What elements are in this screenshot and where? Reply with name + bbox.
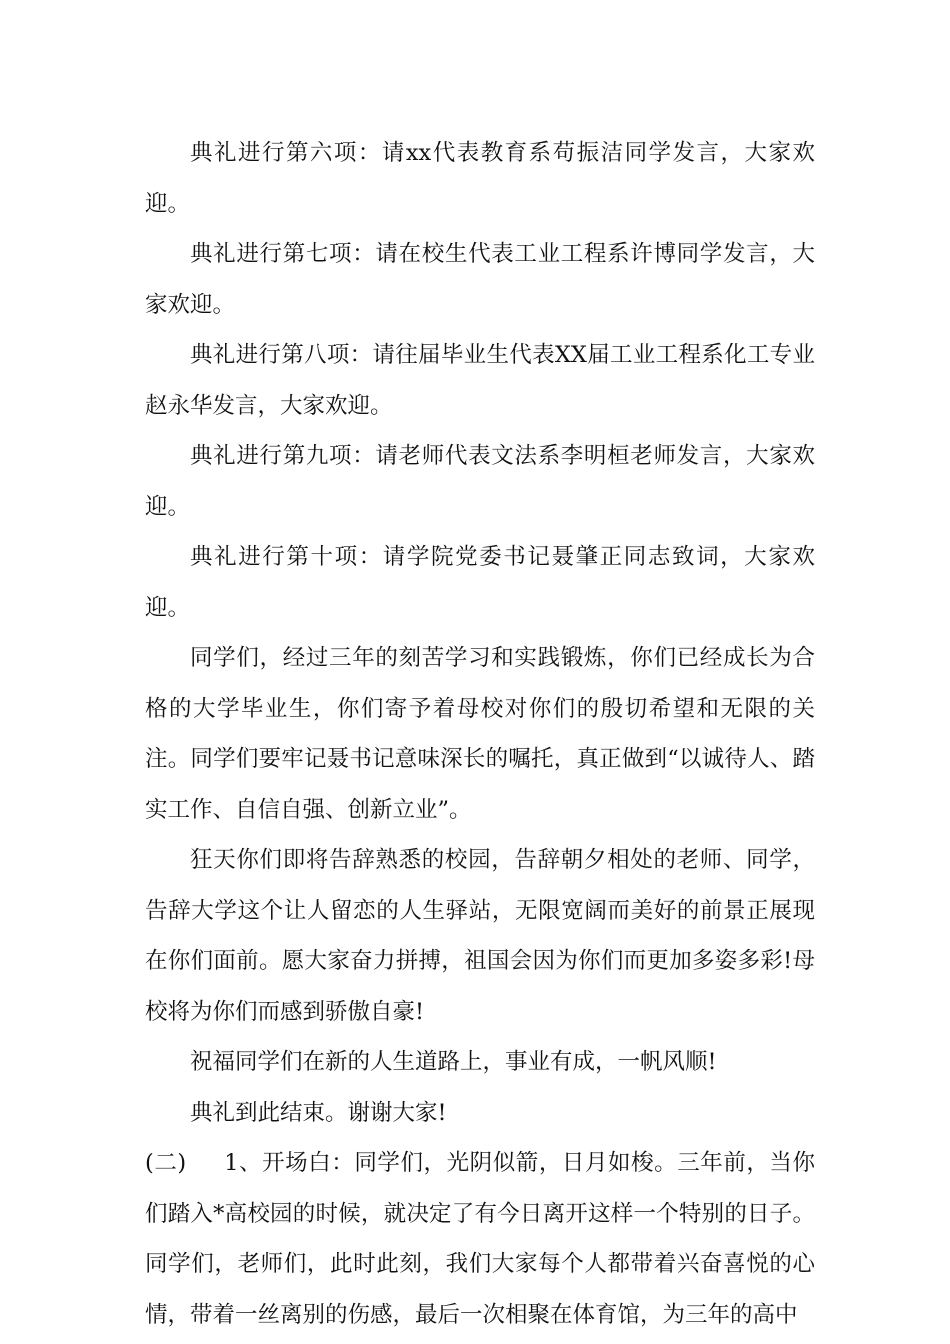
- document-body: [145, 128, 815, 1340]
- paragraph-item-9: 典礼进行第九项：请老师代表文法系李明桓老师发言，大家欢迎。: [145, 443, 815, 520]
- paragraph-blessing: 祝福同学们在新的人生道路上，事业有成，一帆风顺!: [190, 1049, 717, 1075]
- paragraph-closing: 典礼到此结束。谢谢大家!: [190, 1099, 447, 1126]
- section-two-marker: (二): [145, 1150, 187, 1176]
- paragraph-farewell: 狂天你们即将告辞熟悉的校园，告辞朝夕相处的老师、同学，告辞大学这个让人留恋的人生驿站，无限宽阔而美好的前景正展现在你们面前。愿大家奋力拼搏，祖国会因为你们而更加多姿多彩!母校将为你们而感到骄傲自豪!: [145, 847, 815, 1025]
- section-two-paragraph: [145, 1138, 815, 1340]
- paragraph-item-7: 典礼进行第七项：请在校生代表工业工程系许博同学发言，大家欢迎。: [145, 241, 815, 318]
- paragraph-item-6: 典礼进行第六项：请xx代表教育系苟振洁同学发言，大家欢迎。: [145, 140, 815, 217]
- paragraph-item-10: 典礼进行第十项：请学院党委书记聂肇正同志致词，大家欢迎。: [145, 544, 815, 621]
- section-two-text: 1、开场白：同学们，光阴似箭，日月如梭。三年前，当你们踏入*高校园的时候，就决定了有今日离开这样一个特别的日子。同学们，老师们，此时此刻，我们大家每个人都带着兴奋喜悦的心情，带着一丝离别的伤感，最后一次相聚在体育馆，为三年的高中: [145, 1150, 815, 1328]
- paragraph-item-8: 典礼进行第八项：请往届毕业生代表XX届工业工程系化工专业赵永华发言，大家欢迎。: [145, 342, 815, 419]
- paragraph-graduates: 同学们，经过三年的刻苦学习和实践锻炼，你们已经成长为合格的大学毕业生，你们寄予着母校对你们的殷切希望和无限的关注。同学们要牢记聂书记意味深长的嘱托，真正做到“以诚待人、踏实工作、自信自强、创新立业”。: [145, 645, 815, 823]
